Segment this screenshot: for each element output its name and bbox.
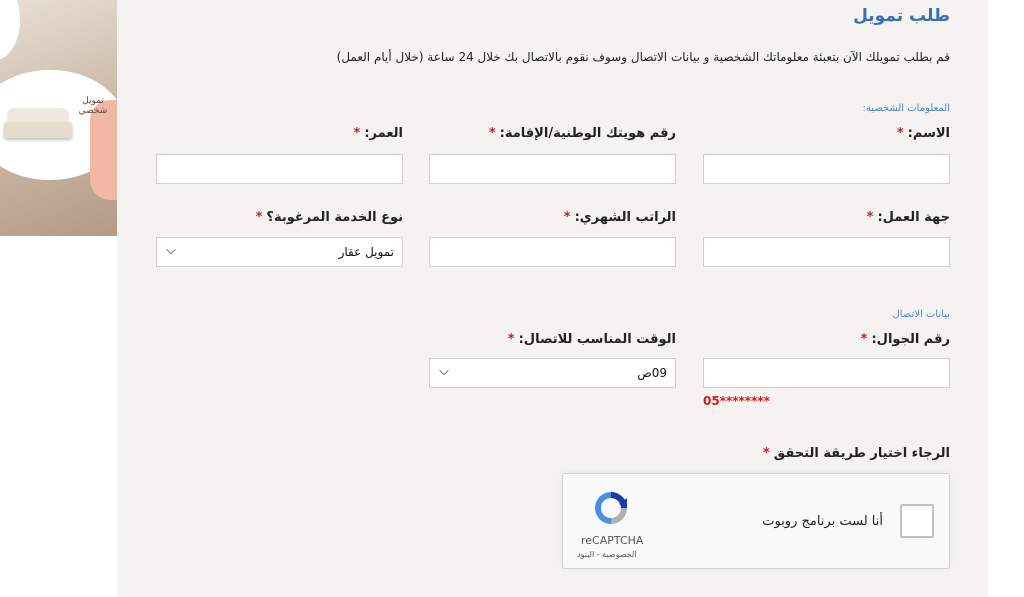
age-label-text: العمر: <box>364 126 403 141</box>
required-mark: * <box>762 446 770 461</box>
recaptcha-logo-icon <box>591 488 631 528</box>
banner-brand <box>72 96 114 116</box>
recaptcha-label: أنا لست برنامج روبوت <box>762 514 883 529</box>
national-id-label-text: رقم هويتك الوطنية/الإقامة: <box>499 126 676 141</box>
verification-label <box>763 446 950 461</box>
contact-time-select[interactable] <box>429 358 676 388</box>
salary-label-text: الراتب الشهري: <box>574 210 676 225</box>
sofa-seat-image <box>4 122 72 138</box>
contact-time-label-text: الوقت المناسب للاتصال: <box>518 332 676 347</box>
salary-label <box>564 210 676 225</box>
employer-label <box>867 210 950 225</box>
mobile-label-text: رقم الجوال: <box>871 332 950 347</box>
contact-time-label <box>508 332 676 347</box>
required-mark: * <box>255 210 263 225</box>
employer-label-text: جهة العمل: <box>877 210 950 225</box>
banner-brand-line2: شخصي <box>78 106 108 116</box>
recaptcha-brand: reCAPTCHA <box>581 534 644 547</box>
personal-info-section: المعلومات الشخصية: <box>862 103 950 114</box>
page-title: طلب تمويل <box>853 6 950 26</box>
finance-request-form <box>117 0 988 597</box>
required-mark: * <box>860 332 868 347</box>
name-label-text: الاسم: <box>907 126 950 141</box>
name-input[interactable] <box>703 154 950 184</box>
required-mark: * <box>507 332 515 347</box>
required-mark: * <box>353 126 361 141</box>
contact-time-selected: 09ص <box>637 366 667 380</box>
required-mark: * <box>896 126 904 141</box>
chevron-down-icon: ⌵ <box>439 364 449 379</box>
salary-input[interactable] <box>429 237 676 267</box>
age-label <box>354 126 404 141</box>
chevron-down-icon: ⌵ <box>166 243 176 258</box>
service-type-selected: تمويل عقار <box>338 245 394 259</box>
mobile-format-hint: 05******** <box>703 394 770 408</box>
name-label <box>897 126 950 141</box>
mobile-input[interactable] <box>703 358 950 388</box>
speech-bubble-top <box>0 0 20 60</box>
required-mark: * <box>866 210 874 225</box>
banner-brand-line1: تمويل <box>82 96 104 106</box>
age-input[interactable] <box>156 154 403 184</box>
intro-text: قم بطلب تمويلك الآن بتعبئة معلوماتك الشخصية و بيانات الاتصال وسوف نقوم بالاتصال بك خلال 24 ساعة (خلال أيام العمل) <box>336 50 950 64</box>
employer-input[interactable] <box>703 237 950 267</box>
promo-banner[interactable] <box>0 0 117 236</box>
required-mark: * <box>488 126 496 141</box>
verification-label-text: الرجاء اختيار طريقة التحقق <box>773 446 950 461</box>
service-type-label-text: نوع الخدمة المرغوبة؟ <box>266 210 403 225</box>
mobile-label <box>861 332 950 347</box>
required-mark: * <box>563 210 571 225</box>
recaptcha-privacy-terms-link[interactable]: الخصوصية - البنود <box>577 550 637 559</box>
recaptcha-widget <box>562 473 950 569</box>
service-type-select[interactable] <box>156 237 403 267</box>
national-id-label <box>489 126 676 141</box>
national-id-input[interactable] <box>429 154 676 184</box>
contact-info-section: بيانات الاتصال <box>892 309 950 320</box>
recaptcha-checkbox[interactable] <box>900 504 934 538</box>
service-type-label <box>256 210 403 225</box>
